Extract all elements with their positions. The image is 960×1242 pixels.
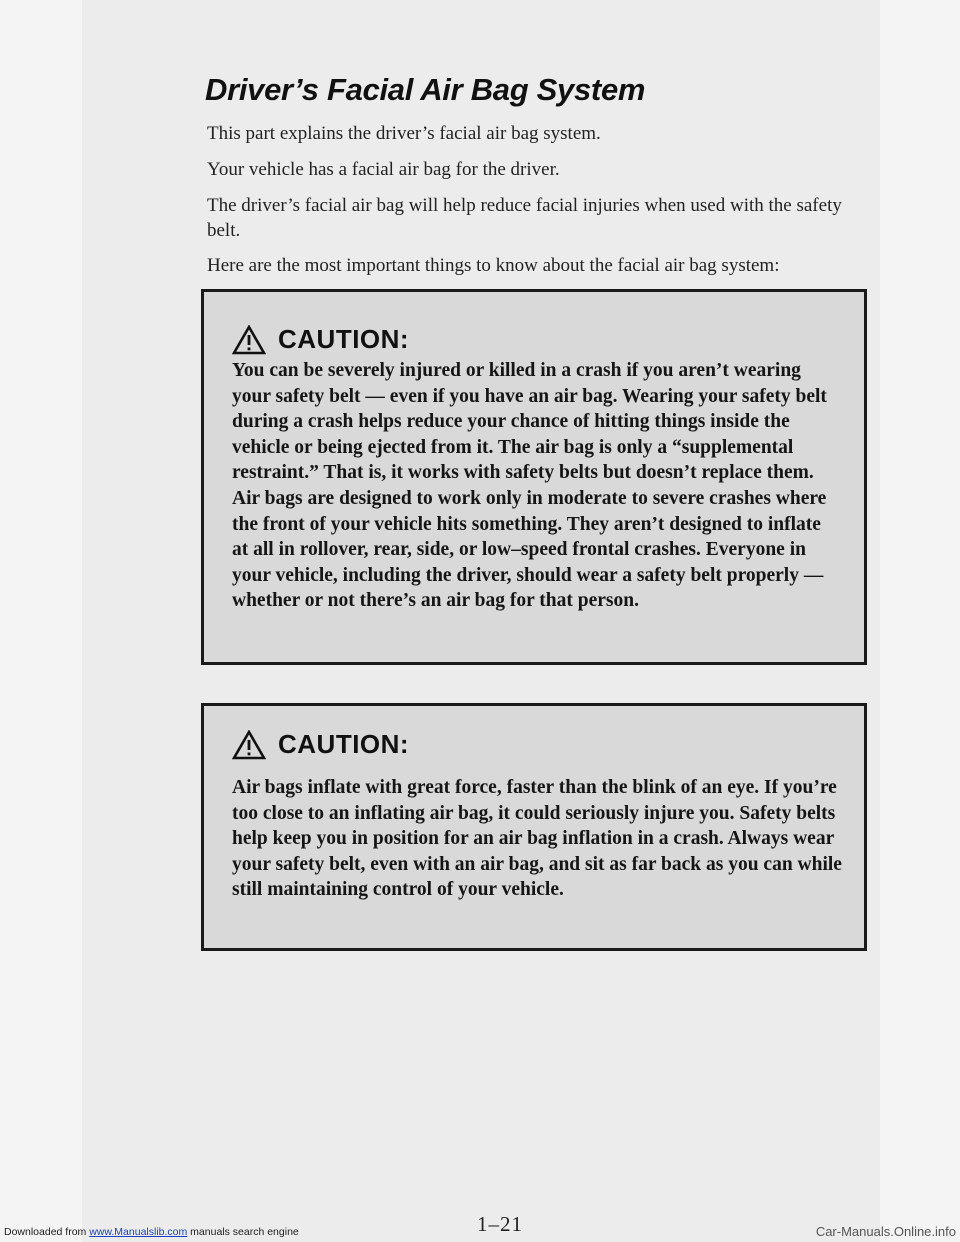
caution-header (232, 729, 409, 760)
intro-paragraph-3: The driver’s facial air bag will help reduce facial injuries when used with the safety belt. (207, 195, 842, 241)
caution-text: Air bags inflate with great force, faster than the blink of an eye. If you’re too close to an inflating air bag, it could seriously injure you. Safety belts help keep you in position for an air bag inflation in a crash. Always wear your safety belt, even with an air bag, and sit as far back as you can while still maintaining control of your vehicle. (232, 777, 842, 901)
intro-paragraph-1: This part explains the driver’s facial air bag system. (207, 123, 601, 144)
manualslib-link[interactable]: www.Manualslib.com (89, 1226, 188, 1238)
warning-triangle-icon (232, 730, 266, 760)
intro-paragraph-2: Your vehicle has a facial air bag for the driver. (207, 159, 560, 180)
caution-box-2 (201, 703, 867, 951)
page-number: 1–21 (477, 1212, 523, 1236)
intro-paragraph-4: Here are the most important things to know about the facial air bag system: (207, 255, 780, 276)
download-footer (4, 1226, 299, 1238)
caution-label: CAUTION: (278, 729, 410, 759)
warning-triangle-icon (232, 325, 266, 355)
caution-text: You can be severely injured or killed in a crash if you aren’t wearing your safety belt — even if you have an air bag. Wearing your safety belt during a crash helps reduce your chance of hitting things inside the vehicle or being ejected from it. The air bag is only a “supplemental restraint.” That is, it works with safety belts but doesn’t replace them. Air bags are designed to work only in moderate to severe crashes where the front of your vehicle hits something. They aren’t designed to inflate at all in rollover, rear, side, or low–speed frontal crashes. Everyone in your vehicle, including the driver, should wear a safety belt properly — whether or not there’s an air bag for that person. (232, 360, 827, 612)
footer-suffix: manuals search engine (187, 1226, 299, 1238)
caution-box-1 (201, 289, 867, 665)
caution-header (232, 324, 409, 355)
watermark-text: Car-Manuals.Online.info (815, 1224, 956, 1239)
footer-prefix: Downloaded from (4, 1226, 90, 1238)
caution-label: CAUTION: (278, 324, 410, 354)
page-title: Driver’s Facial Air Bag System (205, 72, 646, 107)
